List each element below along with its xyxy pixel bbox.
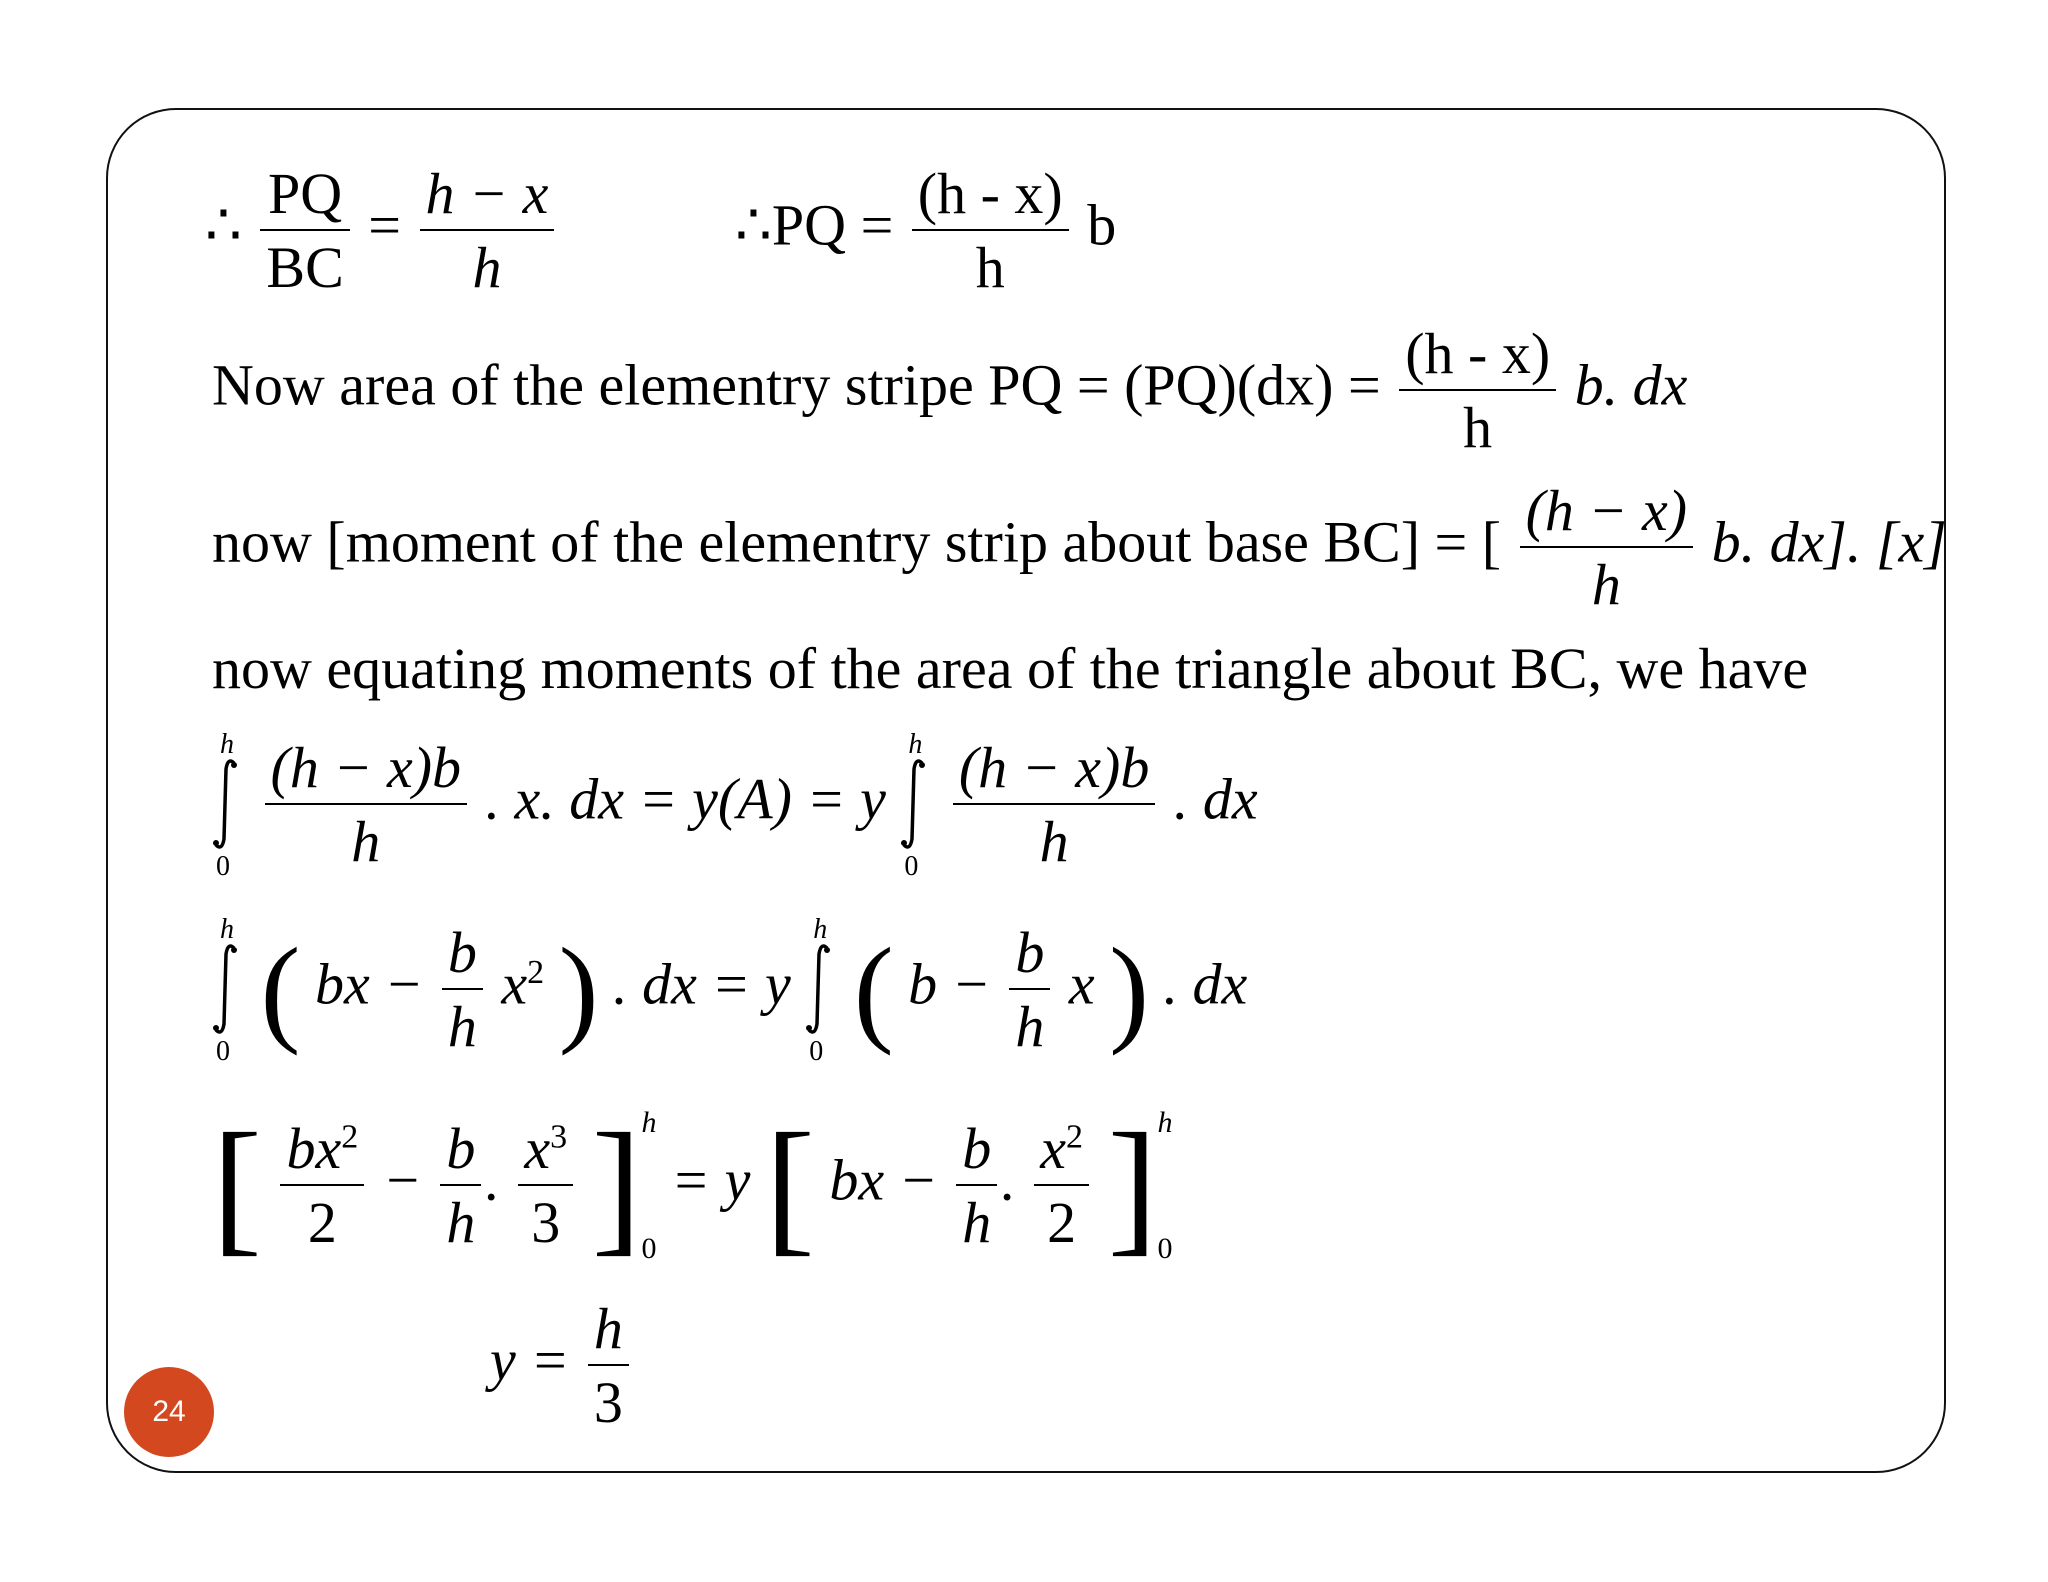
fraction-b-over-h: $\frac{b}{h}$ xyxy=(440,1120,481,1252)
fraction-b-over-h: $\frac{b}{h}$ xyxy=(1009,924,1050,1056)
evaluated-integral-equation: [ $\frac{bx^2}{2}$ − $\frac{b}{h}$ . $\frac{x^3}{3}$ ] h 0 = y [ bx − $\frac{b}{h}$ . $\frac{x^2}{2}$ ] h 0 xyxy=(212,1103,1173,1269)
fraction-integrand-2: $\frac{(h - x)b}{h}$ xyxy=(953,739,1156,871)
fraction-b-over-h: $\frac{b}{h}$ xyxy=(956,1120,997,1252)
page-number-badge: 24 xyxy=(124,1367,214,1457)
result-equation: y = $\frac{h}{3}$ xyxy=(490,1300,633,1432)
strip-area-equation: Now area of the elementry stripe PQ = (PQ)(dx) = $\frac{(h - x)}{h}$ b. dx xyxy=(212,321,1688,460)
integral-sign: h 0 xyxy=(900,735,934,875)
ratio-equation: ∴ $\frac{PQ}{BC}$ = $\frac{h - x}{h}$ xyxy=(205,165,558,297)
fraction-bx2-over-2: $\frac{bx^2}{2}$ xyxy=(280,1120,364,1252)
pq-equation: ∴PQ = $\frac{(h - x)}{h}$ b xyxy=(735,161,1117,300)
fraction-b-over-h: $\frac{b}{h}$ xyxy=(442,924,483,1056)
fraction-x2-over-2: $\frac{x^2}{2}$ xyxy=(1034,1120,1089,1252)
integral-sign: h 0 xyxy=(212,735,246,875)
fraction-integrand-1: $\frac{(h - x)b}{h}$ xyxy=(265,739,468,871)
integral-sign: h 0 xyxy=(212,920,246,1060)
fraction-moment: $\frac{(h - x)}{h}$ xyxy=(1520,482,1694,614)
moment-equation: now [moment of the elementry strip about base BC] = [ $\frac{(h - x)}{h}$ b. dx]. [x] xyxy=(212,478,1947,617)
integral-equation-1: h 0 $\frac{(h - x)b}{h}$ . x. dx = y(A) = y h 0 $\frac{(h - x)b}{h}$ . dx xyxy=(212,735,1258,875)
fraction-pq-bc: $\frac{PQ}{BC}$ xyxy=(260,165,349,297)
fraction-h-minus-x: $\frac{h - x}{h}$ xyxy=(420,165,555,297)
integral-sign: h 0 xyxy=(805,920,839,1060)
fraction-strip-area: $\frac{(h - x)}{h}$ xyxy=(1399,325,1556,457)
fraction-h-over-3: $\frac{h}{3}$ xyxy=(588,1300,629,1432)
fraction-x3-over-3: $\frac{x^3}{3}$ xyxy=(518,1120,573,1252)
integral-equation-2: h 0 ( bx − $\frac{b}{h}$ $x^2$ ) . dx = y h 0 ( b − $\frac{b}{h}$ x ) . dx xyxy=(212,920,1247,1060)
equating-moments-text: now equating moments of the area of the triangle about BC, we have xyxy=(212,636,1809,701)
fraction-h-minus-x-over-h: $\frac{(h - x)}{h}$ xyxy=(912,165,1069,297)
